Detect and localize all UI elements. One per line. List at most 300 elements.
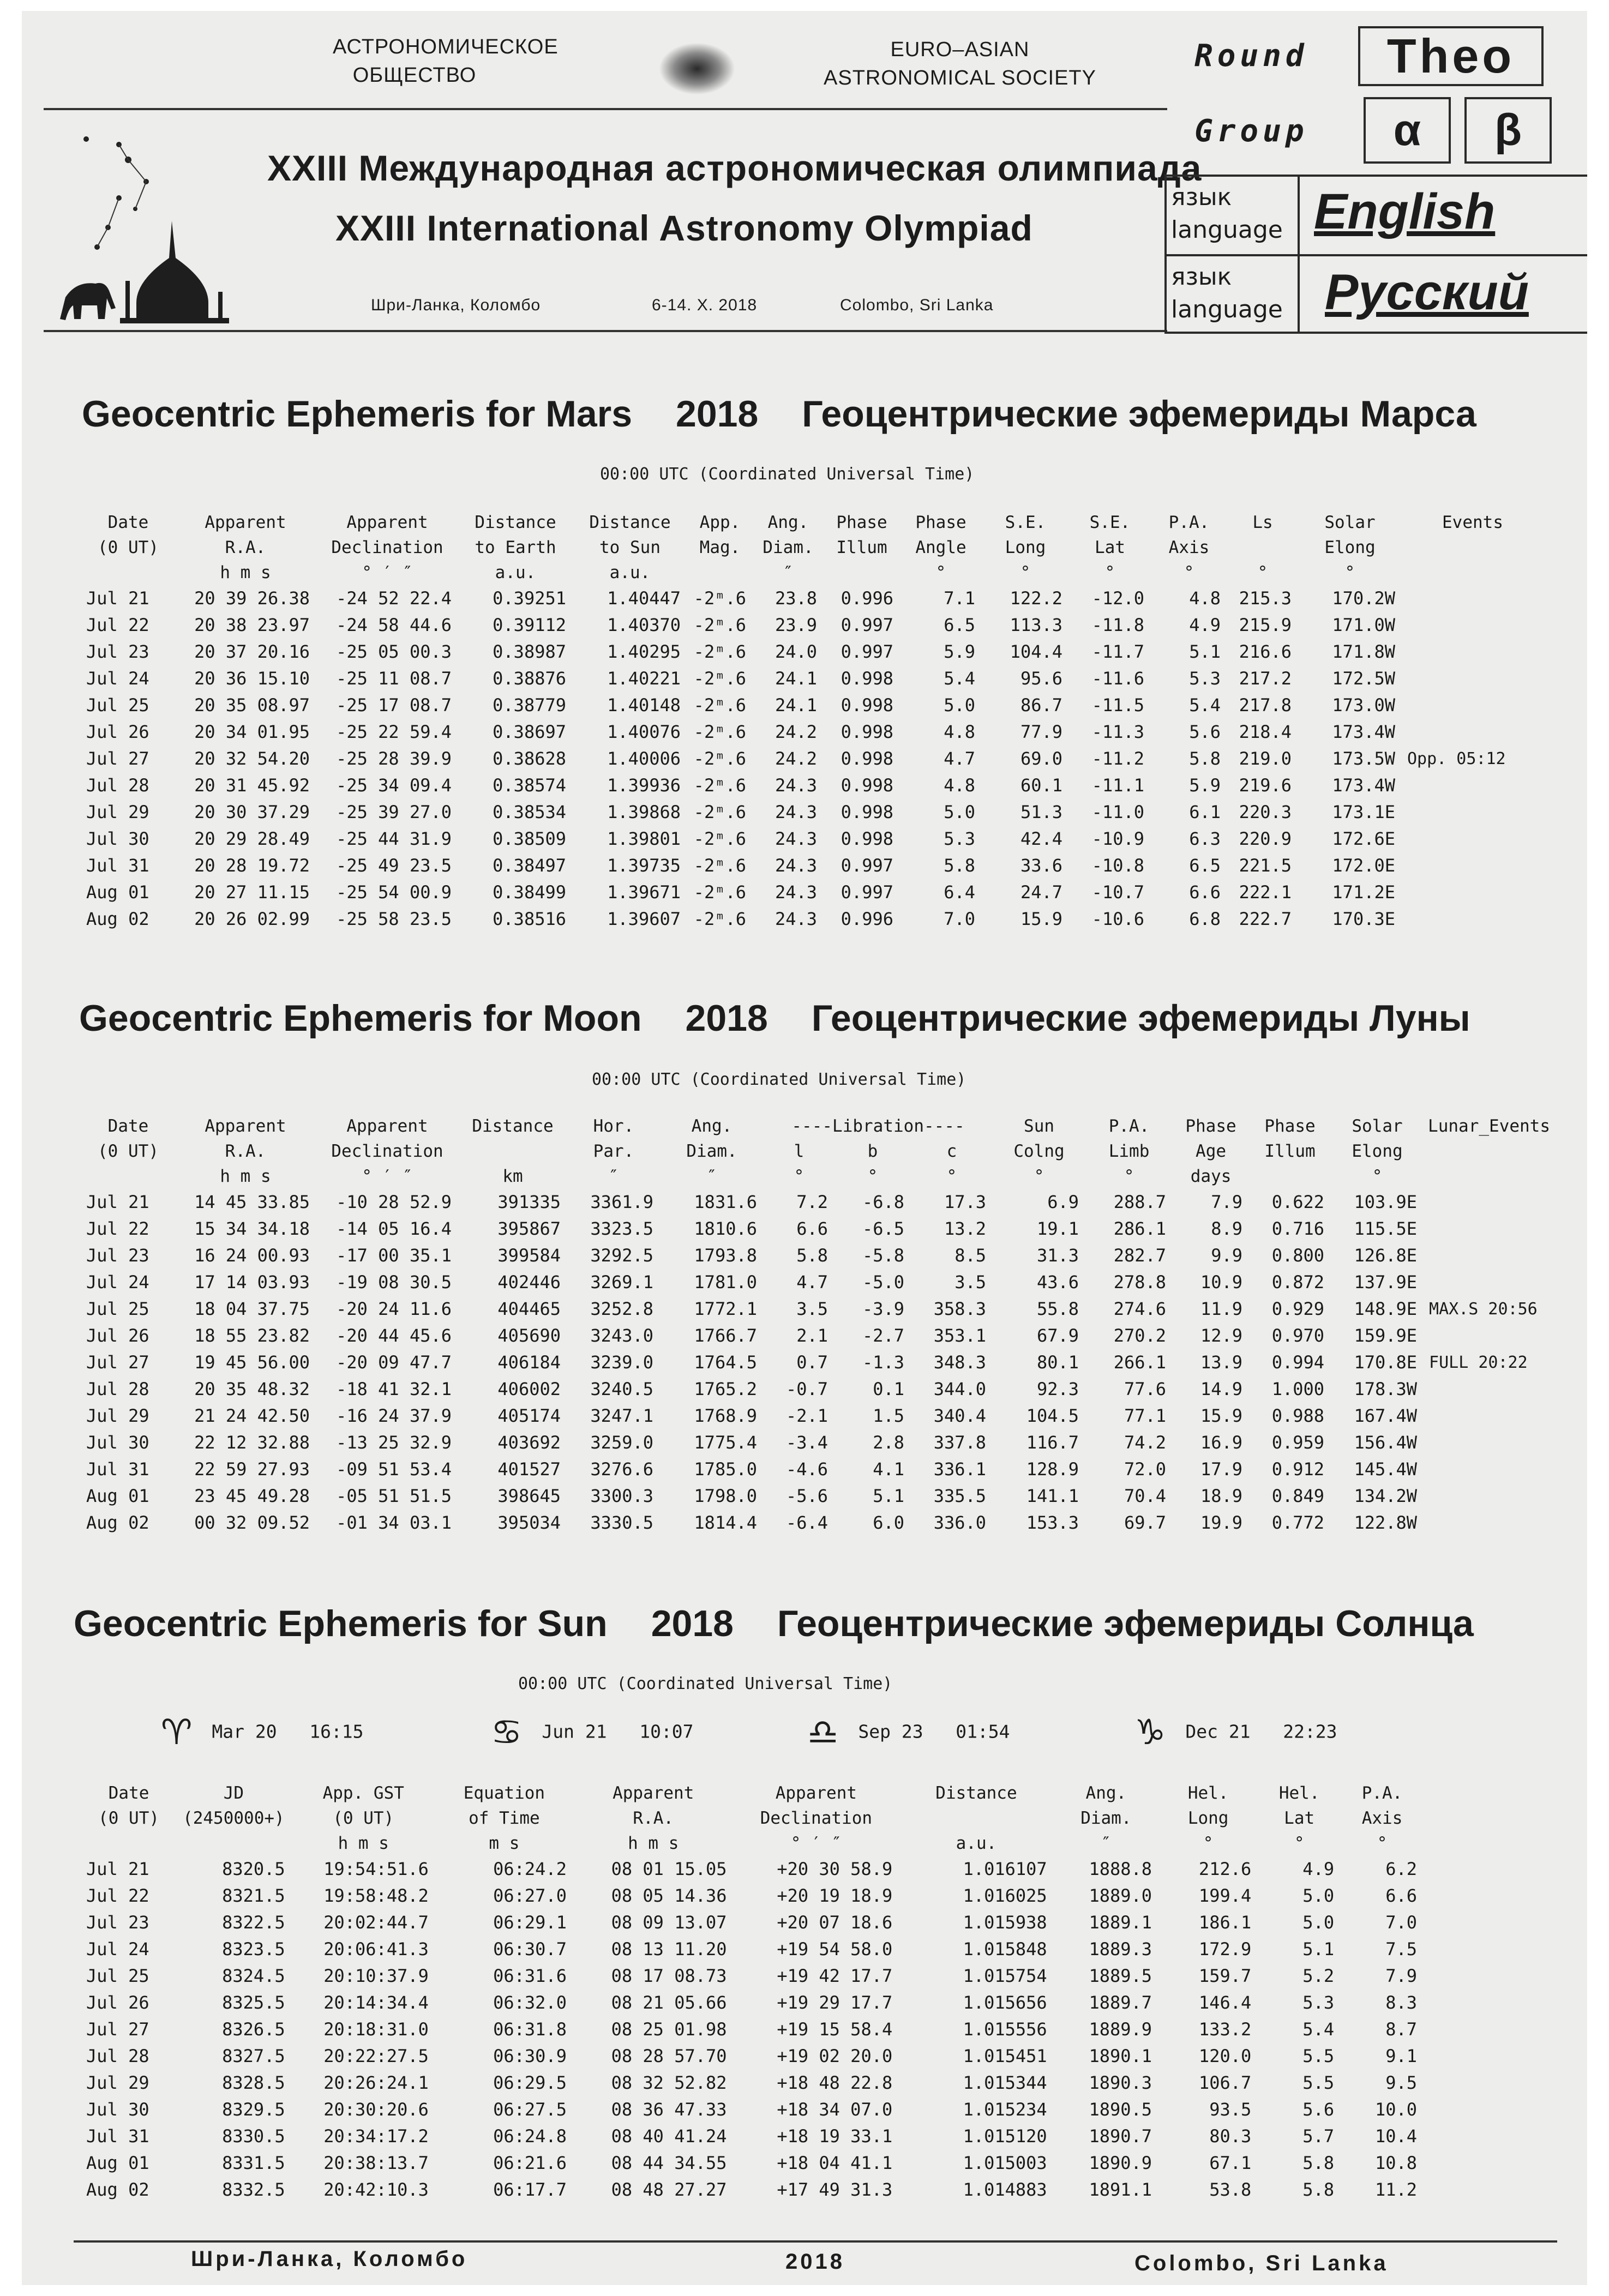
society-name-ru [333,33,559,89]
table-cell: 08 09 13.07 [611,1912,727,1933]
table-cell: -4.6 [785,1459,828,1480]
date-cell: Jul 31 [86,855,149,876]
table-cell: 6.9 [1047,1192,1079,1212]
table-cell [1402,585,1544,612]
table-cell: 20:18:31.0 [323,2019,429,2040]
table-cell: 10.0 [1374,2099,1417,2120]
table-cell: 20:38:13.7 [323,2153,429,2173]
table-cell: 220.3 [1239,802,1292,822]
table-cell: 5.1 [1189,641,1221,662]
table-cell: -10.8 [1091,855,1144,876]
table-row [82,799,1544,826]
date-cell: Jul 24 [86,1272,149,1293]
column-header: c [946,1141,957,1161]
table-cell: 1772.1 [694,1299,757,1319]
table-cell: -1.3 [862,1352,904,1373]
table-cell: 0.998 [840,722,893,742]
language-label-en: language [1171,296,1283,323]
table-cell: 5.0 [1302,1885,1335,1906]
table-cell: 145.4W [1354,1459,1418,1480]
table-cell: -25 49 23.5 [336,855,452,876]
table-cell: 5.6 [1302,2099,1335,2120]
table-cell: 1889.0 [1089,1885,1152,1906]
table-cell: 0.997 [840,855,893,876]
column-header [824,560,900,585]
table-cell: -25 28 39.9 [336,748,452,769]
cusp-date: Jun 21 [542,1721,607,1742]
table-cell: 122.2 [1010,588,1062,609]
table-cell: 4.7 [796,1272,828,1293]
date-cell: Jul 29 [86,1405,149,1426]
column-header: l [794,1141,804,1161]
table-cell: 23 45 49.28 [194,1486,310,1506]
aries-icon: ♈ [161,1712,193,1753]
language-label-en: language [1171,216,1283,244]
table-cell: 24.3 [775,855,817,876]
table-cell: 0.998 [840,828,893,849]
table-cell: 24.3 [775,909,817,929]
column-header: ° [1257,563,1268,582]
table-cell: 1.39607 [607,909,681,929]
table-cell: 0.998 [840,748,893,769]
table-header-row [82,535,1544,560]
date-cell: Jul 24 [86,1939,149,1960]
table-cell: 15.9 [1020,909,1062,929]
table-cell: 120.0 [1198,2046,1252,2066]
table-cell: 5.5 [1302,2072,1335,2093]
table-row [82,2177,1424,2203]
table-cell: 6.6 [1385,1885,1417,1906]
table-cell: 08 25 01.98 [611,2019,727,2040]
table-cell: 0.38628 [493,748,566,769]
table-cell: 19 45 56.00 [194,1352,310,1373]
table-cell: 8.5 [954,1245,987,1266]
column-header: ° [1124,1167,1134,1186]
table-cell: 104.4 [1010,641,1062,662]
date-cell: Jul 26 [86,1325,149,1346]
table-cell: -0.7 [785,1379,828,1399]
table-cell: 9.9 [1211,1245,1243,1266]
table-cell: 20 32 54.20 [194,748,310,769]
table-cell: 403692 [497,1432,561,1453]
table-cell: 77.6 [1124,1379,1167,1399]
column-header: ° ′ ″ [362,1167,413,1186]
table-cell: 0.998 [840,695,893,716]
column-header [1424,1164,1554,1189]
table-cell: 8332.5 [222,2179,285,2200]
table-cell: 3239.0 [590,1352,653,1373]
table-row [82,1323,1554,1349]
table-cell: 08 32 52.82 [611,2072,727,2093]
table-cell: 7.5 [1385,1939,1417,1960]
table-cell: 1768.9 [694,1405,757,1426]
table-cell: 5.8 [944,855,975,876]
table-cell: 06:27.5 [493,2099,567,2120]
column-header: Apparent [205,1116,286,1136]
table-cell: 170.3E [1332,909,1395,929]
table-row [82,1429,1554,1456]
table-cell: 15.9 [1200,1405,1243,1426]
date-cell: Jul 29 [86,2072,149,2093]
table-cell: 6.4 [944,882,975,903]
table-cell: 77.1 [1124,1405,1167,1426]
table-cell: 222.7 [1239,909,1292,929]
table-cell: 104.5 [1026,1405,1079,1426]
table-row [82,2016,1424,2043]
table-cell: 17.9 [1200,1459,1243,1480]
table-cell: 31.3 [1036,1245,1079,1266]
table-cell: -11.0 [1091,802,1144,822]
table-cell: 0.716 [1271,1218,1325,1239]
table-row [82,1990,1424,2016]
table-cell: 06:21.6 [493,2153,567,2173]
table-cell: 353.1 [933,1325,987,1346]
table-cell: -25 17 08.7 [336,695,452,716]
table-cell: -11.3 [1091,722,1144,742]
table-cell: 21 24 42.50 [194,1405,310,1426]
column-header: ° [1372,1167,1383,1186]
cusp-time: 16:15 [309,1721,364,1742]
table-cell: 20 36 15.10 [194,668,310,689]
column-header: Events [1442,513,1503,532]
mars-table-header [82,510,1544,585]
table-cell: 3247.1 [590,1405,653,1426]
table-cell: 395034 [497,1512,561,1533]
column-header: Lunar_Events [1428,1116,1551,1136]
column-header: Phase [1185,1116,1236,1136]
column-header: of Time [469,1808,540,1828]
table-cell: 17.3 [944,1192,987,1212]
column-header: ° [867,1167,878,1186]
column-header: ----Libration---- [791,1116,965,1136]
table-cell: 06:30.7 [493,1939,567,1960]
column-header: S.E. [1005,513,1046,532]
table-cell: FULL 20:22 [1429,1353,1528,1372]
table-cell: +18 04 41.1 [777,2153,893,2173]
table-cell: 215.3 [1239,588,1292,609]
table-cell: -2ᵐ.6 [693,641,746,662]
table-cell: 10.9 [1200,1272,1243,1293]
table-cell: 20:14:34.4 [323,1992,429,2013]
column-header: (2450000+) [183,1808,285,1828]
table-cell: 20 28 19.72 [194,855,310,876]
table-cell: 3.5 [954,1272,987,1293]
table-cell: 405690 [497,1325,561,1346]
table-cell: 116.7 [1026,1432,1079,1453]
table-cell: 1.39936 [607,775,681,796]
table-cell: -12.0 [1091,588,1144,609]
table-row [82,2123,1424,2150]
column-header: P.A. [1168,513,1210,532]
table-cell [1424,1403,1554,1429]
table-cell: +18 48 22.8 [777,2072,893,2093]
group-alpha-box: α [1364,97,1451,164]
table-cell: 9.1 [1385,2046,1417,2066]
table-cell: 8324.5 [222,1966,285,1986]
date-cell: Jul 28 [86,775,149,796]
table-cell: 178.3W [1354,1379,1418,1399]
table-cell: 19:58:48.2 [323,1885,429,1906]
table-cell: -14 05 16.4 [336,1218,452,1239]
table-cell: 1.015656 [963,1992,1047,2013]
table-cell: +19 54 58.0 [777,1939,893,1960]
table-cell: -11.5 [1091,695,1144,716]
table-cell: 00 32 09.52 [194,1512,310,1533]
table-cell: 20:02:44.7 [323,1912,429,1933]
column-header: h m s [338,1834,389,1853]
table-row [82,1456,1554,1483]
table-cell: 5.4 [1189,695,1221,716]
table-cell [1402,719,1544,746]
table-cell: 20 27 11.15 [194,882,310,903]
table-cell: -3.4 [785,1432,828,1453]
column-header: Apparent [775,1783,857,1803]
table-cell: 173.0W [1332,695,1395,716]
column-header: P.A. [1108,1116,1150,1136]
table-cell: -2ᵐ.6 [693,882,746,903]
table-cell: 0.800 [1271,1245,1325,1266]
table-cell: -25 05 00.3 [336,641,452,662]
table-cell: 6.0 [873,1512,904,1533]
column-header: Hel. [1278,1783,1320,1803]
table-cell: 06:27.0 [493,1885,567,1906]
table-cell: 3269.1 [590,1272,653,1293]
table-cell: 20:30:20.6 [323,2099,429,2120]
table-cell: 12.9 [1200,1325,1243,1346]
column-header: Long [1005,538,1046,557]
group-label: Group [1194,113,1308,149]
table-cell: 8322.5 [222,1912,285,1933]
table-cell: +19 15 58.4 [777,2019,893,2040]
table-cell: 103.9E [1354,1192,1418,1212]
table-cell: 3.5 [796,1299,828,1319]
table-cell: 8320.5 [222,1859,285,1879]
table-header-row [82,560,1544,585]
table-row [82,1216,1554,1242]
column-header: Age [1196,1141,1227,1161]
table-row [82,1376,1554,1403]
column-header: h m s [220,1167,271,1186]
table-cell: 1793.8 [694,1245,757,1266]
table-cell: 1.015556 [963,2019,1047,2040]
table-cell: 399584 [497,1245,561,1266]
table-cell: 14.9 [1200,1379,1243,1399]
table-cell: -25 34 09.4 [336,775,452,796]
table-row [82,826,1544,852]
table-cell: 42.4 [1020,828,1062,849]
column-header [1227,535,1298,560]
column-header: Par. [593,1141,634,1161]
table-cell: 22 12 32.88 [194,1432,310,1453]
table-cell: 1889.9 [1089,2019,1152,2040]
cusp-time: 22:23 [1283,1721,1337,1742]
table-cell: 5.8 [1189,748,1221,769]
table-cell: -25 39 27.0 [336,802,452,822]
table-cell: -13 25 32.9 [336,1432,452,1453]
column-header: Lat [1284,1808,1315,1828]
table-cell: 6.1 [1189,802,1221,822]
table-cell [1402,799,1544,826]
table-header-row [82,1831,1424,1856]
table-cell: -3.9 [862,1299,904,1319]
table-cell: 22 59 27.93 [194,1459,310,1480]
table-row [82,1510,1554,1536]
table-cell: 8.7 [1385,2019,1417,2040]
table-cell: -16 24 37.9 [336,1405,452,1426]
table-cell: 0.38516 [493,909,566,929]
table-cell: 8327.5 [222,2046,285,2066]
table-cell: 1889.1 [1089,1912,1152,1933]
language-table-divider [1167,254,1587,256]
table-cell: -5.0 [862,1272,904,1293]
moon-title [79,997,1470,1039]
date-cell: Jul 25 [86,695,149,716]
table-cell: 221.5 [1239,855,1292,876]
table-cell: 3243.0 [590,1325,653,1346]
table-cell: 4.9 [1189,615,1221,635]
table-cell: -2.7 [862,1325,904,1346]
table-row [82,2070,1424,2096]
table-cell: 0.38574 [493,775,566,796]
table-cell: -20 09 47.7 [336,1352,452,1373]
date-cell: Jul 22 [86,1885,149,1906]
table-cell: -2ᵐ.6 [693,722,746,742]
table-cell: 5.8 [796,1245,828,1266]
date-cell: Jul 26 [86,722,149,742]
column-header: ° [1020,563,1031,582]
table-cell: 0.772 [1271,1512,1325,1533]
date-cell: Jul 22 [86,1218,149,1239]
language-label-ru: язык [1171,263,1232,291]
table-cell: 173.5W [1332,748,1395,769]
table-cell: 5.3 [944,828,975,849]
table-cell: -10.7 [1091,882,1144,903]
moon-subtitle: 00:00 UTC (Coordinated Universal Time) [592,1070,966,1089]
table-cell: 395867 [497,1218,561,1239]
column-header: Elong [1324,538,1376,557]
table-cell: 171.0W [1332,615,1395,635]
column-header: App. GST [322,1783,404,1803]
column-header: a.u. [609,563,651,582]
table-cell: 286.1 [1113,1218,1167,1239]
column-header: P.A. [1361,1783,1403,1803]
column-header: ° [1344,563,1355,582]
table-cell: -2ᵐ.6 [693,828,746,849]
column-header: ″ [1101,1834,1112,1853]
table-cell: -11.7 [1091,641,1144,662]
table-cell: 1810.6 [694,1218,757,1239]
table-cell: 20 35 48.32 [194,1379,310,1399]
table-cell: 219.6 [1239,775,1292,796]
table-cell: 148.9E [1354,1299,1418,1319]
table-cell: 0.38987 [493,641,566,662]
table-cell: 7.9 [1385,1966,1417,1986]
table-row [82,665,1544,692]
table-cell: 1890.7 [1089,2126,1152,2147]
society-name-en-line1: EURO–ASIAN [890,38,1030,61]
table-cell: 67.1 [1209,2153,1252,2173]
column-header: App. [699,513,741,532]
table-cell [1424,1456,1554,1483]
header-rule-top [44,108,1167,110]
table-row [82,879,1544,906]
table-cell: 20 35 08.97 [194,695,310,716]
galaxy-logo-icon [659,43,735,95]
table-cell: 13.2 [944,1218,987,1239]
table-row [82,1963,1424,1990]
table-cell: 08 05 14.36 [611,1885,727,1906]
table-cell: 1.015234 [963,2099,1047,2120]
date-cell: Jul 28 [86,2046,149,2066]
column-header: Diam. [763,538,814,557]
table-cell: 282.7 [1113,1245,1167,1266]
column-header: Hel. [1187,1783,1229,1803]
footer-venue-ru: Шри-Ланка, Коломбо [191,2247,468,2271]
table-cell: 1.000 [1271,1379,1325,1399]
sun-title-ru: Геоцентрические эфемериды Солнца [777,1603,1474,1644]
table-cell: 80.1 [1036,1352,1079,1373]
table-cell: 0.39251 [493,588,566,609]
table-cell: 0.7 [796,1352,828,1373]
table-cell: -2ᵐ.6 [693,668,746,689]
table-cell: 6.2 [1385,1859,1417,1879]
column-header: Illum [836,538,887,557]
table-row [82,906,1544,933]
table-cell: 1.40447 [607,588,681,609]
table-cell [1424,1483,1554,1510]
date-cell: Jul 21 [86,588,149,609]
table-cell: 337.8 [933,1432,987,1453]
table-cell: 215.9 [1239,615,1292,635]
table-cell: -2.1 [785,1405,828,1426]
cusp-capricorn [1134,1712,1337,1753]
table-cell: 1775.4 [694,1432,757,1453]
table-cell: -10 28 52.9 [336,1192,452,1212]
date-cell: Jul 21 [86,1192,149,1212]
date-cell: Jul 23 [86,1245,149,1266]
table-cell: 1888.8 [1089,1859,1152,1879]
table-row [82,2096,1424,2123]
table-cell: 3323.5 [590,1218,653,1239]
mars-title-ru: Геоцентрические эфемериды Марса [802,393,1476,435]
table-cell: 24.3 [775,882,817,903]
round-label: Round [1194,38,1308,74]
column-header: ° [1203,1834,1214,1853]
language-cell-2 [1171,261,1283,326]
table-header-row [82,1164,1554,1189]
table-cell: 219.0 [1239,748,1292,769]
table-cell: 20 29 28.49 [194,828,310,849]
column-header: Distance [589,513,671,532]
table-cell: 5.5 [1302,2046,1335,2066]
date-cell: Jul 27 [86,1352,149,1373]
table-cell: 7.2 [796,1192,828,1212]
table-cell: -20 44 45.6 [336,1325,452,1346]
table-cell: 08 13 11.20 [611,1939,727,1960]
column-header [899,1806,1053,1831]
table-cell: 186.1 [1198,1912,1252,1933]
table-cell [1424,1429,1554,1456]
column-header: ° [946,1167,957,1186]
table-cell: -25 44 31.9 [336,828,452,849]
moon-table-header [82,1114,1554,1189]
table-cell: 0.998 [840,668,893,689]
table-cell: 77.9 [1020,722,1062,742]
column-header [1402,535,1544,560]
sun-title [74,1602,1474,1645]
table-row [82,1296,1554,1323]
table-cell [1424,1242,1554,1269]
